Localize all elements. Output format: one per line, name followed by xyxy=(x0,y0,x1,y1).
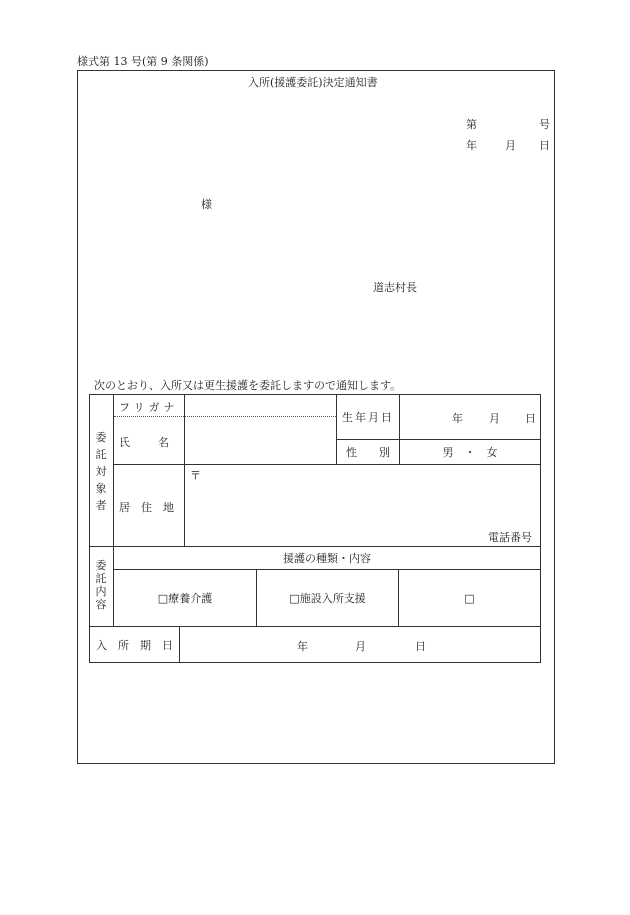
phone-label: 電話番号 xyxy=(488,531,532,544)
gender-options: 男 ・ 女 xyxy=(442,446,498,459)
birth-day: 日 xyxy=(525,412,536,425)
furigana-label: フリガナ xyxy=(119,401,179,414)
table-right-border xyxy=(540,394,541,663)
section2-label: 委 託 内 容 xyxy=(95,559,107,611)
support-header: 援護の種類・内容 xyxy=(283,552,371,565)
option-other[interactable]: □ xyxy=(464,591,475,605)
birthdate-label: 生年月日 xyxy=(342,411,394,424)
name-row-bottom xyxy=(113,464,540,465)
section1-label: 委 託 対 象 者 xyxy=(95,431,107,512)
date-month: 月 xyxy=(505,139,516,152)
address-label: 居 住 地 xyxy=(119,501,174,514)
admission-day: 日 xyxy=(415,640,426,653)
recipient-suffix: 様 xyxy=(201,198,212,211)
doc-number-dai: 第 xyxy=(466,118,477,131)
option-ryoyo-kaigo[interactable]: □療養介護 xyxy=(157,592,213,605)
date-year: 年 xyxy=(466,139,477,152)
form-number: 様式第 13 号(第 9 条関係) xyxy=(77,55,209,68)
table-bottom-border xyxy=(89,662,541,663)
doc-number-go: 号 xyxy=(539,118,550,131)
birth-year: 年 xyxy=(452,412,463,425)
admission-date-label: 入 所 期 日 xyxy=(96,638,173,652)
name-label: 氏 名 xyxy=(119,436,171,449)
table-top-border xyxy=(89,394,541,395)
birth-month: 月 xyxy=(489,412,500,425)
furigana-dotted-line xyxy=(114,416,336,417)
admission-year: 年 xyxy=(297,640,308,653)
option-shisetsu-nyusho[interactable]: □施設入所支援 xyxy=(289,592,366,605)
issuer-name: 道志村長 xyxy=(373,281,417,294)
admission-month: 月 xyxy=(355,640,366,653)
intro-text: 次のとおり、入所又は更生援護を委託しますので通知します。 xyxy=(94,379,402,392)
postal-mark: 〒 xyxy=(190,469,201,482)
document-title: 入所(援護委託)決定通知書 xyxy=(248,76,378,89)
gender-label: 性 別 xyxy=(346,446,390,459)
admission-label-divider xyxy=(179,626,180,662)
date-day: 日 xyxy=(539,139,550,152)
